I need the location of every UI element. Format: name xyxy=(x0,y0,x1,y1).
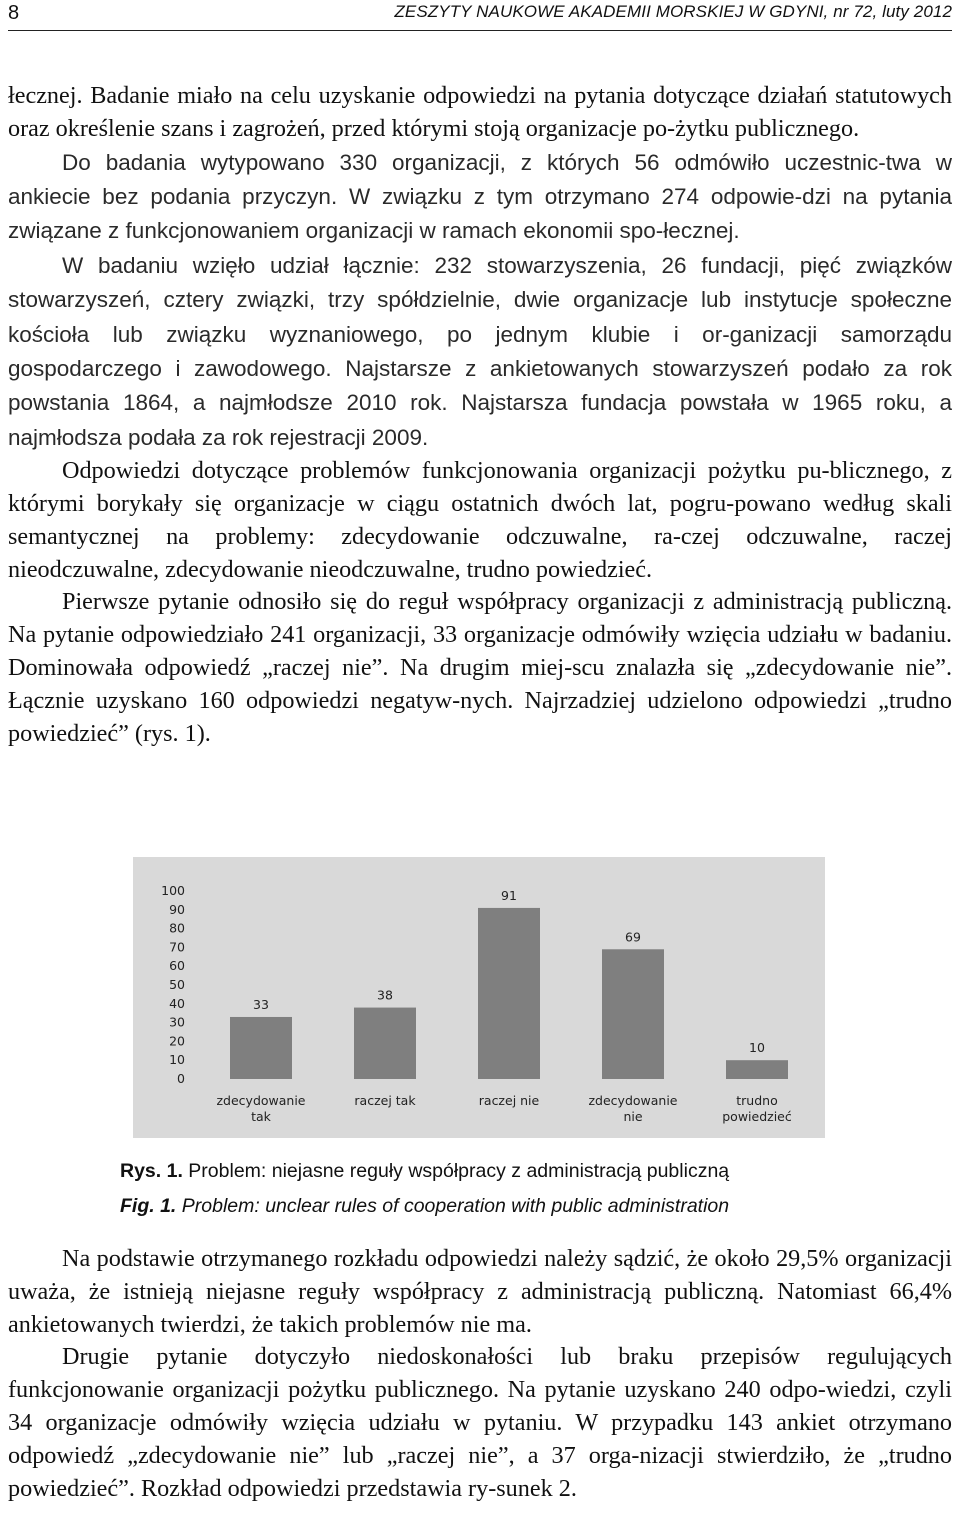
y-tick-label: 20 xyxy=(169,1033,185,1049)
y-tick-label: 50 xyxy=(169,977,185,992)
data-label: 38 xyxy=(377,987,393,1003)
figure-caption-pl xyxy=(120,1160,729,1183)
bar xyxy=(230,1017,292,1079)
y-tick-label: 0 xyxy=(177,1071,185,1086)
body-text-bottom xyxy=(8,1243,952,1505)
caption-text: Problem: niejasne reguły współpracy z administracją publiczną xyxy=(188,1160,730,1182)
x-tick-label: zdecydowanie xyxy=(588,1093,678,1108)
data-label: 69 xyxy=(625,929,641,945)
x-tick-label: nie xyxy=(623,1109,643,1124)
x-tick-label: raczej tak xyxy=(354,1093,416,1108)
bar xyxy=(602,949,664,1079)
caption-text: Problem: unclear rules of cooperation with public administration xyxy=(181,1195,730,1217)
x-tick-label: zdecydowanie xyxy=(216,1093,306,1108)
data-label: 33 xyxy=(253,996,269,1012)
x-tick-label: tak xyxy=(251,1109,271,1124)
figure-caption-en xyxy=(120,1195,729,1218)
y-tick-label: 90 xyxy=(169,901,185,917)
y-tick-label: 100 xyxy=(161,883,185,898)
body-text-top xyxy=(8,80,952,750)
paragraph: Pierwsze pytanie odnosiło się do reguł współpracy organizacji z administracją publiczną. Na pytanie odpowiedziało 241 organizacji, 33 organizacje odmówiły wzięcia udziału w badaniu. Dominowała odpowiedź „raczej nie”. Na drugim miej-scu znalazła się „zdecydowanie nie”. Łącznie uzyskano 160 odpowiedzi negatyw-nych. Najrzadziej udzielono odpowiedzi „trudno powiedzieć” (rys. 1). xyxy=(8,588,952,747)
bar-chart-svg xyxy=(133,857,825,1138)
page-header xyxy=(8,0,952,31)
bar xyxy=(726,1060,788,1079)
data-label: 10 xyxy=(749,1040,765,1056)
sans-serif-passage xyxy=(8,146,952,456)
paragraph: łecznej. Badanie miało na celu uzyskanie odpowiedzi na pytania dotyczące działań statutowych oraz określenie szans i zagrożeń, przed którymi stoją organizacje po-żytku publicznego. xyxy=(8,82,952,142)
x-tick-label: raczej nie xyxy=(478,1093,540,1108)
page-number: 8 xyxy=(8,2,20,24)
y-tick-label: 30 xyxy=(169,1014,185,1030)
data-label: 91 xyxy=(501,887,517,903)
x-tick-label: powiedzieć xyxy=(722,1109,792,1124)
paragraph: Na podstawie otrzymanego rozkładu odpowiedzi należy sądzić, że około 29,5% organizacji uważa, że istnieją niejasne reguły współpracy z administracją publiczną. Natomiast 66,4% ankietowanych twierdzi, że takich problemów nie ma. xyxy=(8,1245,952,1338)
journal-title: ZESZYTY NAUKOWE AKADEMII MORSKIEJ W GDYNI, nr 72, luty 2012 xyxy=(394,2,952,21)
caption-label: Fig. 1. xyxy=(120,1195,177,1217)
paragraph: Drugie pytanie dotyczyło niedoskonałości lub braku przepisów regulujących funkcjonowanie organizacji pożytku publicznego. Na pytanie uzyskano 240 odpo-wiedzi, czyli 34 organizacje odmówiły wzięcia udziału w pytaniu. W przypadku 143 ankiet otrzymano odpowiedź „zdecydowanie nie” lub „raczej nie”, a 37 orga-nizacji stwierdziło, że „trudno powiedzieć”. Rozkład odpowiedzi przedstawia ry-sunek 2. xyxy=(8,1343,952,1502)
y-tick-label: 70 xyxy=(169,939,185,955)
x-tick-label: trudno xyxy=(736,1093,778,1108)
bar xyxy=(478,908,540,1079)
paragraph: Odpowiedzi dotyczące problemów funkcjonowania organizacji pożytku pu-blicznego, z którymi borykały się organizacje w ciągu ostatnich dwóch lat, pogru-powano według skali semantycznej na problemy: zdecydowanie odczuwalne, ra-czej odczuwalne, raczej nieodczuwalne, zdecydowanie nieodczuwalne, trudno powiedzieć. xyxy=(8,457,952,583)
paragraph: W badaniu wzięło udział łącznie: 232 stowarzyszenia, 26 fundacji, pięć związków stowarzyszeń, cztery związki, trzy spółdzielnie, dwie organizacje lub instytucje społeczne kościoła lub związku wyznaniowego, po jednym klubie i or-ganizacji samorządu gospodarczego i zawodowego. Najstarsze z ankietowanych stowarzyszeń podało za rok powstania 1864, a najmłodsze 2010 rok. Najstarsza fundacja powstała w 1965 roku, a najmłodsza podała za rok rejestracji 2009. xyxy=(8,252,952,450)
paragraph: Do badania wytypowano 330 organizacji, z których 56 odmówiło uczestnic-twa w ankiecie bez podania przyczyn. W związku z tym otrzymano 274 odpowie-dzi na pytania związane z funkcjonowaniem organizacji w ramach ekonomii spo-łecznej. xyxy=(8,149,952,244)
caption-label: Rys. 1. xyxy=(120,1160,183,1182)
bar-chart xyxy=(133,857,825,1138)
y-tick-label: 60 xyxy=(169,958,185,974)
y-tick-label: 10 xyxy=(169,1052,185,1068)
bar xyxy=(354,1008,416,1079)
y-tick-label: 40 xyxy=(169,995,185,1011)
y-tick-label: 80 xyxy=(169,920,185,936)
